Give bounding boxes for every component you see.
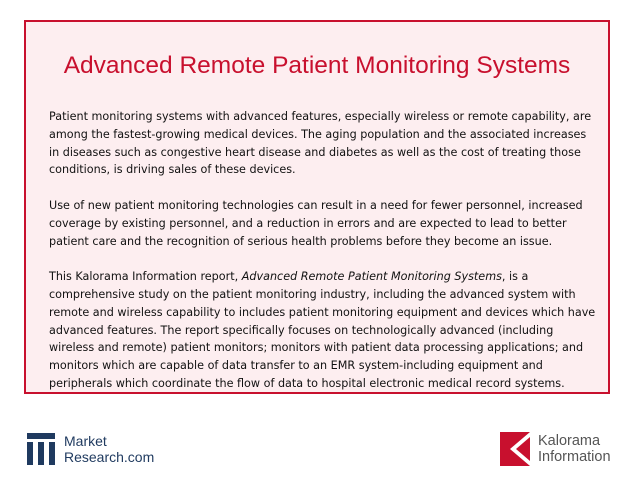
content-panel xyxy=(24,20,610,394)
slide-title: Advanced Remote Patient Monitoring Systems xyxy=(63,52,571,79)
marketresearch-logo-icon xyxy=(27,433,55,465)
marketresearch-logo-line1: Market xyxy=(64,433,107,449)
kalorama-k-icon xyxy=(500,432,530,466)
paragraph-2: Use of new patient monitoring technologies can result in a need for fewer personnel, increased coverage by existing personnel, and a reduction in errors and are expected to lead to better patient care and the recognition of serious health problems before they become an issue. xyxy=(49,198,583,248)
kalorama-logo-text xyxy=(538,433,611,465)
paragraph-3 xyxy=(49,268,597,393)
paragraph-3-intro: This Kalorama Information report, xyxy=(49,270,242,284)
slide-body xyxy=(49,108,597,393)
report-title-italic: Advanced Remote Patient Monitoring Systems xyxy=(241,270,502,284)
kalorama-logo-line2: Information xyxy=(538,449,611,465)
kalorama-logo xyxy=(500,430,611,468)
marketresearch-logo-text xyxy=(64,433,154,465)
marketresearch-logo-line2: Research.com xyxy=(64,449,155,465)
marketresearch-logo xyxy=(27,431,154,467)
kalorama-logo-line1: Kalorama xyxy=(538,433,601,449)
paragraph-3-rest: , is a comprehensive study on the patient monitoring industry, including the advanced system with remote and wireless capability to includes patient monitoring equipment and devices which have advanced features. The report specifically focuses on technologically advanced (including wireless and remote) patient monitors; monitors with patient data processing applications; and monitors which are capable of data transfer to an EMR system-including equipment and peripherals which coordinate the flow of data to hospital electronic medical record systems. xyxy=(49,270,596,390)
paragraph-1: Patient monitoring systems with advanced features, especially wireless or remote capability, are among the fastest-growing medical devices. The aging population and the associated increases in diseases such as congestive heart disease and diabetes as well as the cost of treating those conditions, is driving sales of these devices. xyxy=(49,110,592,177)
